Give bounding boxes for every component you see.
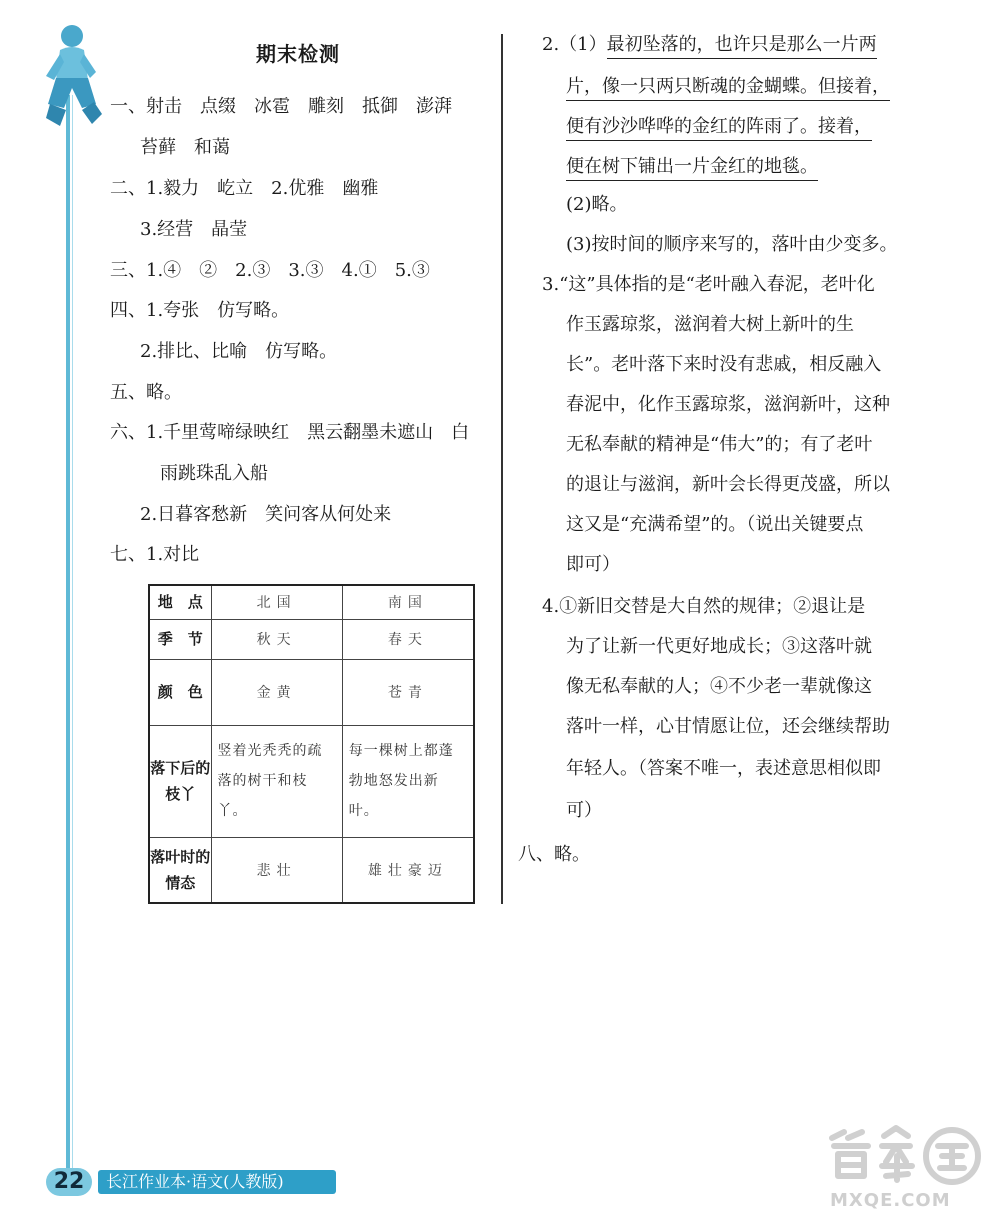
underlined-text: 便有沙沙哗哗的金红的阵雨了。接着， xyxy=(566,116,872,141)
table-cell: 苍青 xyxy=(342,659,474,725)
answer-line: 雨跳珠乱入船 xyxy=(160,463,268,484)
row-header: 地 点 xyxy=(149,585,211,619)
table-cell: 雄壮豪迈 xyxy=(342,837,474,903)
item-number: 2.（1） xyxy=(542,34,607,55)
underlined-text: 便在树下铺出一片金红的地毯。 xyxy=(566,156,818,181)
answer-line: 六、1.千里莺啼绿映红 黑云翻墨未遮山 白 xyxy=(110,422,470,443)
answer-line xyxy=(566,74,890,100)
table-cell: 南国 xyxy=(342,585,474,619)
answer-line: 3.“这”具体指的是“老叶融入春泥，老叶化 xyxy=(542,274,875,295)
book-title-band: 长江作业本·语文(人教版) xyxy=(98,1170,336,1194)
answer-line xyxy=(566,114,872,140)
answer-line: (3)按时间的顺序来写的，落叶由少变多。 xyxy=(566,234,898,255)
contrast-table xyxy=(148,584,475,904)
answer-line: 4.①新旧交替是大自然的规律；②退让是 xyxy=(542,596,866,617)
answer-line xyxy=(542,32,877,58)
table-row xyxy=(149,837,474,903)
row-header: 季 节 xyxy=(149,619,211,659)
answer-line: 年轻人。（答案不唯一，表述意思相似即 xyxy=(566,758,881,779)
answer-line: 落叶一样，心甘情愿让位，还会继续帮助 xyxy=(566,716,890,737)
table-cell: 金黄 xyxy=(211,659,342,725)
underlined-text: 最初坠落的，也许只是那么一片两 xyxy=(607,34,877,59)
answer-line xyxy=(566,154,818,180)
table-row xyxy=(149,619,474,659)
answer-line: 作玉露琼浆，滋润着大树上新叶的生 xyxy=(566,314,854,335)
table-cell: 竖着光秃秃的疏落的树干和枝丫。 xyxy=(211,725,342,837)
answer-line: 可） xyxy=(566,800,602,821)
margin-rule-thin xyxy=(72,95,73,1175)
answer-line: 长”。老叶落下来时没有悲戚，相反融入 xyxy=(566,354,882,375)
underlined-text: 片，像一只两只断魂的金蝴蝶。但接着， xyxy=(566,76,890,101)
answer-line: 2.排比、比喻 仿写略。 xyxy=(140,341,338,362)
table-cell: 秋天 xyxy=(211,619,342,659)
table-row xyxy=(149,659,474,725)
answer-line: 为了让新一代更好地成长；③这落叶就 xyxy=(566,636,872,657)
column-divider xyxy=(501,34,503,904)
margin-rule xyxy=(66,95,70,1175)
answer-line: (2)略。 xyxy=(566,194,628,215)
answer-line: 四、1.夸张 仿写略。 xyxy=(110,300,290,321)
answer-line: 3.经营 晶莹 xyxy=(140,219,248,240)
answer-line: 五、略。 xyxy=(110,382,182,403)
answer-line: 八、略。 xyxy=(518,844,590,865)
table-row xyxy=(149,725,474,837)
answer-line: 像无私奉献的人；④不少老一辈就像这 xyxy=(566,676,872,697)
table-cell: 悲壮 xyxy=(211,837,342,903)
answer-line: 二、1.毅力 屹立 2.优雅 幽雅 xyxy=(110,178,379,199)
answer-line: 的退让与滋润，新叶会长得更茂盛，所以 xyxy=(566,474,890,495)
page-number: 22 xyxy=(46,1168,92,1196)
answer-line: 苔藓 和蔼 xyxy=(140,137,230,158)
answer-line: 三、1.④ ② 2.③ 3.③ 4.① 5.③ xyxy=(110,260,430,281)
row-header: 落下后的枝丫 xyxy=(149,725,211,837)
table-cell: 北国 xyxy=(211,585,342,619)
answer-line: 这又是“充满希望”的。（说出关键要点 xyxy=(566,514,864,535)
answer-line: 七、1.对比 xyxy=(110,544,200,565)
answer-line: 无私奉献的精神是“伟大”的；有了老叶 xyxy=(566,434,873,455)
answer-line: 一、射击 点缀 冰雹 雕刻 抵御 澎湃 xyxy=(110,96,452,117)
row-header: 颜 色 xyxy=(149,659,211,725)
watermark-site-text: MXQE.COM xyxy=(830,1190,951,1211)
table-cell: 每一棵树上都蓬勃地怒发出新叶。 xyxy=(342,725,474,837)
student-figure-icon xyxy=(38,18,108,138)
answer-line: 即可） xyxy=(566,554,620,575)
answer-line: 2.日暮客愁新 笑问客从何处来 xyxy=(140,504,392,525)
table-cell: 春天 xyxy=(342,619,474,659)
table-row xyxy=(149,585,474,619)
row-header: 落叶时的情态 xyxy=(149,837,211,903)
answer-line: 春泥中，化作玉露琼浆，滋润新叶，这种 xyxy=(566,394,890,415)
page-title: 期末检测 xyxy=(256,42,340,66)
